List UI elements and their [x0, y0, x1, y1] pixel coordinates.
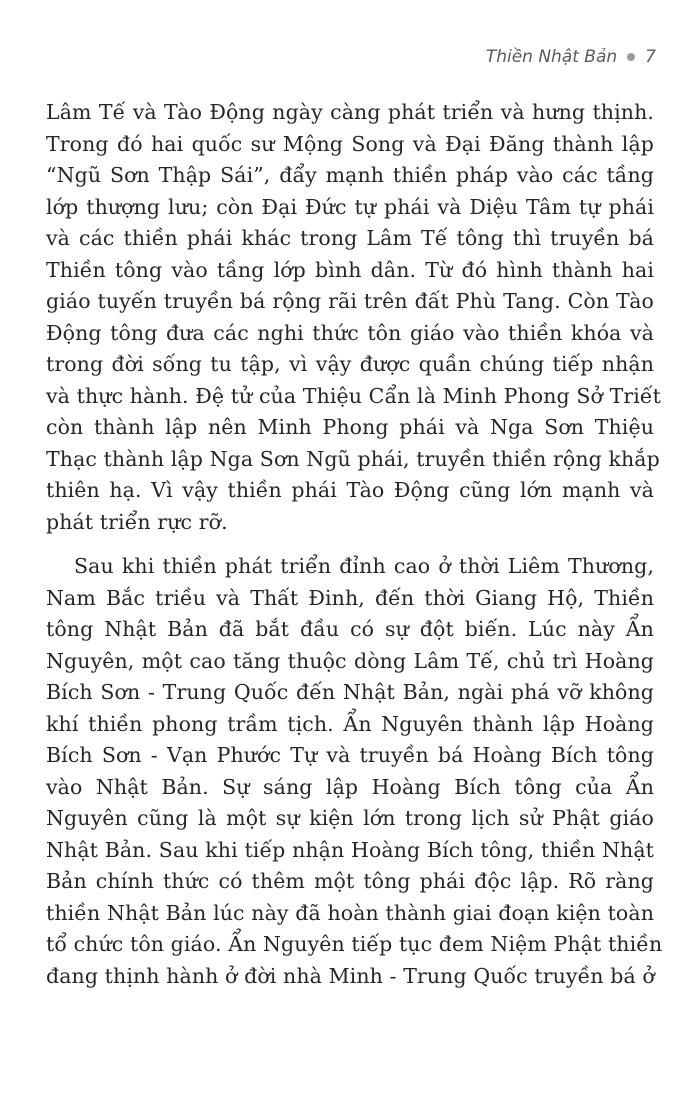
text-line: Nhật Bản. Sau khi tiếp nhận Hoàng Bích tông, thiền Nhật — [46, 837, 654, 862]
text-line: và các thiền phái khác trong Lâm Tế tông thì truyền bá — [46, 226, 654, 250]
text-line: phát triển rực rỡ. — [46, 509, 228, 534]
text-line: Sau khi thiền phát triển đỉnh cao ở thời Liêm Thương, — [74, 554, 654, 578]
text-line: thiên hạ. Vì vậy thiền phái Tào Động cũng lớn mạnh và — [46, 478, 654, 502]
text-line: Bản chính thức có thêm một tông phái độc lập. Rõ ràng — [46, 869, 654, 893]
text-line: tông Nhật Bản đã bắt đầu có sự đột biến. Lúc này Ẩn — [46, 617, 654, 641]
text-line: Nam Bắc triều và Thất Đinh, đến thời Giang Hộ, Thiền — [46, 585, 654, 610]
text-line: Bích Sơn - Trung Quốc đến Nhật Bản, ngài phá vỡ không — [46, 680, 654, 704]
page-number: 7 — [645, 47, 656, 67]
body-text — [46, 97, 663, 992]
text-line: và thực hành. Đệ tử của Thiệu Cẩn là Minh Phong Sở Triết — [46, 383, 661, 408]
text-line: Lâm Tế và Tào Động ngày càng phát triển và hưng thịnh. — [46, 100, 654, 124]
text-line: trong đời sống tu tập, vì vậy được quần chúng tiếp nhận — [46, 352, 654, 376]
text-line: còn thành lập nên Minh Phong phái và Nga Sơn Thiệu — [46, 415, 654, 439]
text-line: Bích Sơn - Vạn Phước Tự và truyền bá Hoàng Bích tông — [46, 743, 654, 767]
text-line: lớp thượng lưu; còn Đại Đức tự phái và Diệu Tâm tự phái — [46, 194, 654, 219]
text-line: Thiền tông vào tầng lớp bình dân. Từ đó hình thành hai — [46, 257, 654, 282]
text-line: “Ngũ Sơn Thập Sái”, đẩy mạnh thiền pháp vào các tầng — [46, 163, 654, 187]
paragraph-2 — [46, 551, 663, 992]
text-line: vào Nhật Bản. Sự sáng lập Hoàng Bích tông của Ẩn — [46, 774, 654, 799]
text-line: tổ chức tôn giáo. Ẩn Nguyên tiếp tục đem Niệm Phật thiền — [46, 932, 663, 956]
text-line: Trong đó hai quốc sư Mộng Song và Đại Đăng thành lập — [46, 131, 654, 156]
text-line: Động tông đưa các nghi thức tôn giáo vào thiền khóa và — [46, 320, 654, 345]
text-line: khí thiền phong trầm tịch. Ẩn Nguyên thành lập Hoàng — [46, 711, 654, 736]
text-line: đang thịnh hành ở đời nhà Minh - Trung Quốc truyền bá ở — [46, 963, 655, 988]
text-line: Nguyên cũng là một sự kiện lớn trong lịch sử Phật giáo — [46, 806, 654, 830]
text-line: Nguyên, một cao tăng thuộc dòng Lâm Tế, chủ trì Hoàng — [46, 648, 654, 673]
paragraph-gap — [46, 538, 654, 551]
paragraph-1 — [46, 97, 661, 538]
text-line: Thạc thành lập Nga Sơn Ngũ phái, truyền thiền rộng khắp — [46, 446, 660, 471]
text-line: giáo tuyến truyền bá rộng rãi trên đất Phù Tang. Còn Tào — [46, 289, 654, 313]
header-title: Thiền Nhật Bản — [485, 47, 618, 67]
text-line: thiền Nhật Bản lúc này đã hoàn thành giai đoạn kiện toàn — [46, 900, 654, 925]
header-bullet-icon — [627, 53, 635, 61]
running-header — [486, 47, 656, 67]
